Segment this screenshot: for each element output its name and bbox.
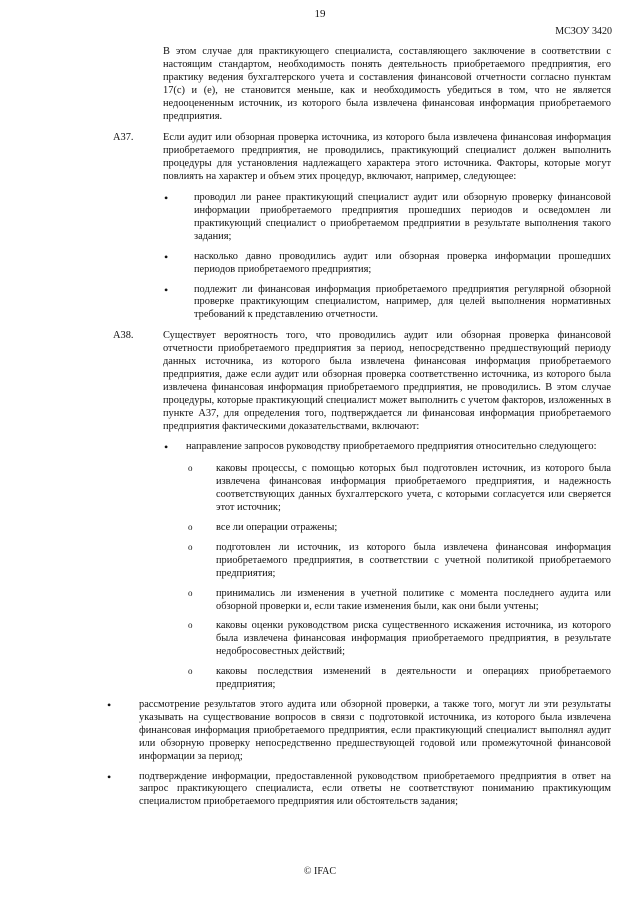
paragraph-a37-text: Если аудит или обзорная проверка источника, из которого была извлечена финансовая информация приобретаемого предприятия, не проводились, практикующий специалист должен выполнить процедуры для установления надлежащего характера этого источника. Факторы, которые могут повлиять на характер и объем этих процедур, включают, например, следующее: bbox=[163, 132, 611, 183]
page-number: 19 bbox=[314, 8, 326, 20]
list-item: • насколько давно проводились аудит или обзорная проверка информации прошедших периодов приобретаемого предприятия; bbox=[194, 251, 611, 277]
a38-bottom-bullet-list bbox=[139, 699, 611, 809]
list-item: • подлежит ли финансовая информация приобретаемого предприятия регулярной обзорной проверке практикующим специалистом, например, для целей выполнения нормативных требований к представлению отчетности. bbox=[194, 284, 611, 323]
list-item: • проводил ли ранее практикующий специалист аудит или обзорную проверку финансовой информации приобретаемого предприятия прошедших периодов и осведомлен ли практикующий специалист о приобретаемом предприятии в результате выполнения такого задания; bbox=[194, 192, 611, 244]
footer-copyright: © IFAC bbox=[303, 866, 337, 877]
a38-sub-bullet-list bbox=[216, 463, 611, 692]
intro-paragraph: В этом случае для практикующего специалиста, составляющего заключение в соответствии с настоящим стандартом, необходимость понять деятельность приобретаемого предприятия, его практику ведения бухгалтерского учета и составления финансовой отчетности согласно пунктам 17(с) и (е), не становится меньше, как и необходимость убедиться в том, что не является недооцененным источник, из которого была извлечена финансовая информация приобретаемого предприятия. bbox=[163, 46, 611, 122]
sub-list-item: o все ли операции отражены; bbox=[216, 522, 611, 535]
list-item-text: направление запросов руководству приобретаемого предприятия относительно следующего: bbox=[186, 441, 597, 453]
paragraph-label-a38: A38. bbox=[113, 330, 134, 342]
list-item: • подтверждение информации, предоставленной руководством приобретаемого предприятия в ответ на запрос практикующего специалиста, если ответы не соответствуют пониманию практикующим специалистом приобретаемого предприятия или обстоятельств задания; bbox=[139, 771, 611, 810]
list-item bbox=[186, 441, 611, 692]
sub-list-item: o подготовлен ли источник, из которого была извлечена финансовая информация приобретаемого предприятия, в соответствии с учетной политикой приобретаемого предприятия; bbox=[216, 542, 611, 581]
paragraph-a38 bbox=[113, 330, 611, 433]
sub-list-item: o каковы оценки руководством риска существенного искажения источника, из которого была извлечена финансовая информация приобретаемого предприятия, в результате недобросовестных действий; bbox=[216, 620, 611, 659]
paragraph-a37 bbox=[113, 132, 611, 184]
sub-list-item: o принимались ли изменения в учетной политике с момента последнего аудита или обзорной проверки и, если такие изменения были, как они были учтены; bbox=[216, 588, 611, 614]
document-code: МСЗОУ 3420 bbox=[555, 26, 612, 37]
list-item: • рассмотрение результатов этого аудита или обзорной проверки, а также того, могут ли эти результаты указывать на существование вопросов в связи с подготовкой источника, из которого была извлечена финансовая информация приобретаемого предприятия, если практикующий специалист выполнял аудит или обзорную проверку непосредственно предшествующей годовой или промежуточной финансовой информации за период; bbox=[139, 699, 611, 764]
sub-list-item: o каковы процессы, с помощью которых был подготовлен источник, из которого была извлечена финансовая информация приобретаемого предприятия, и надежность соответствующих данных бухгалтерского учета, с которыми согласуется или сверяется этот источник; bbox=[216, 463, 611, 515]
document-body bbox=[113, 46, 611, 816]
a37-bullet-list bbox=[194, 192, 611, 322]
sub-list-item: o каковы последствия изменений в деятельности и операциях приобретаемого предприятия; bbox=[216, 666, 611, 692]
paragraph-label-a37: A37. bbox=[113, 132, 134, 144]
a38-bullet-list bbox=[186, 441, 611, 692]
paragraph-a38-text: Существует вероятность того, что проводились аудит или обзорная проверка финансовой отчетности приобретаемого предприятия за период, непосредственно предшествующий периоду данных источника, из которого была извлечена финансовая информация приобретаемого предприятия, даже если аудит или обзорная проверка соответственно источника, из которого была извлечена финансовая информация приобретаемого предприятия, не проводились. В этом случае процедуры, которые практикующий специалист может выполнить с учетом факторов, изложенных в пункте А37, для определения того, подтверждается ли финансовая информация приобретаемого предприятия фактическими доказательствами, включают: bbox=[163, 330, 611, 432]
